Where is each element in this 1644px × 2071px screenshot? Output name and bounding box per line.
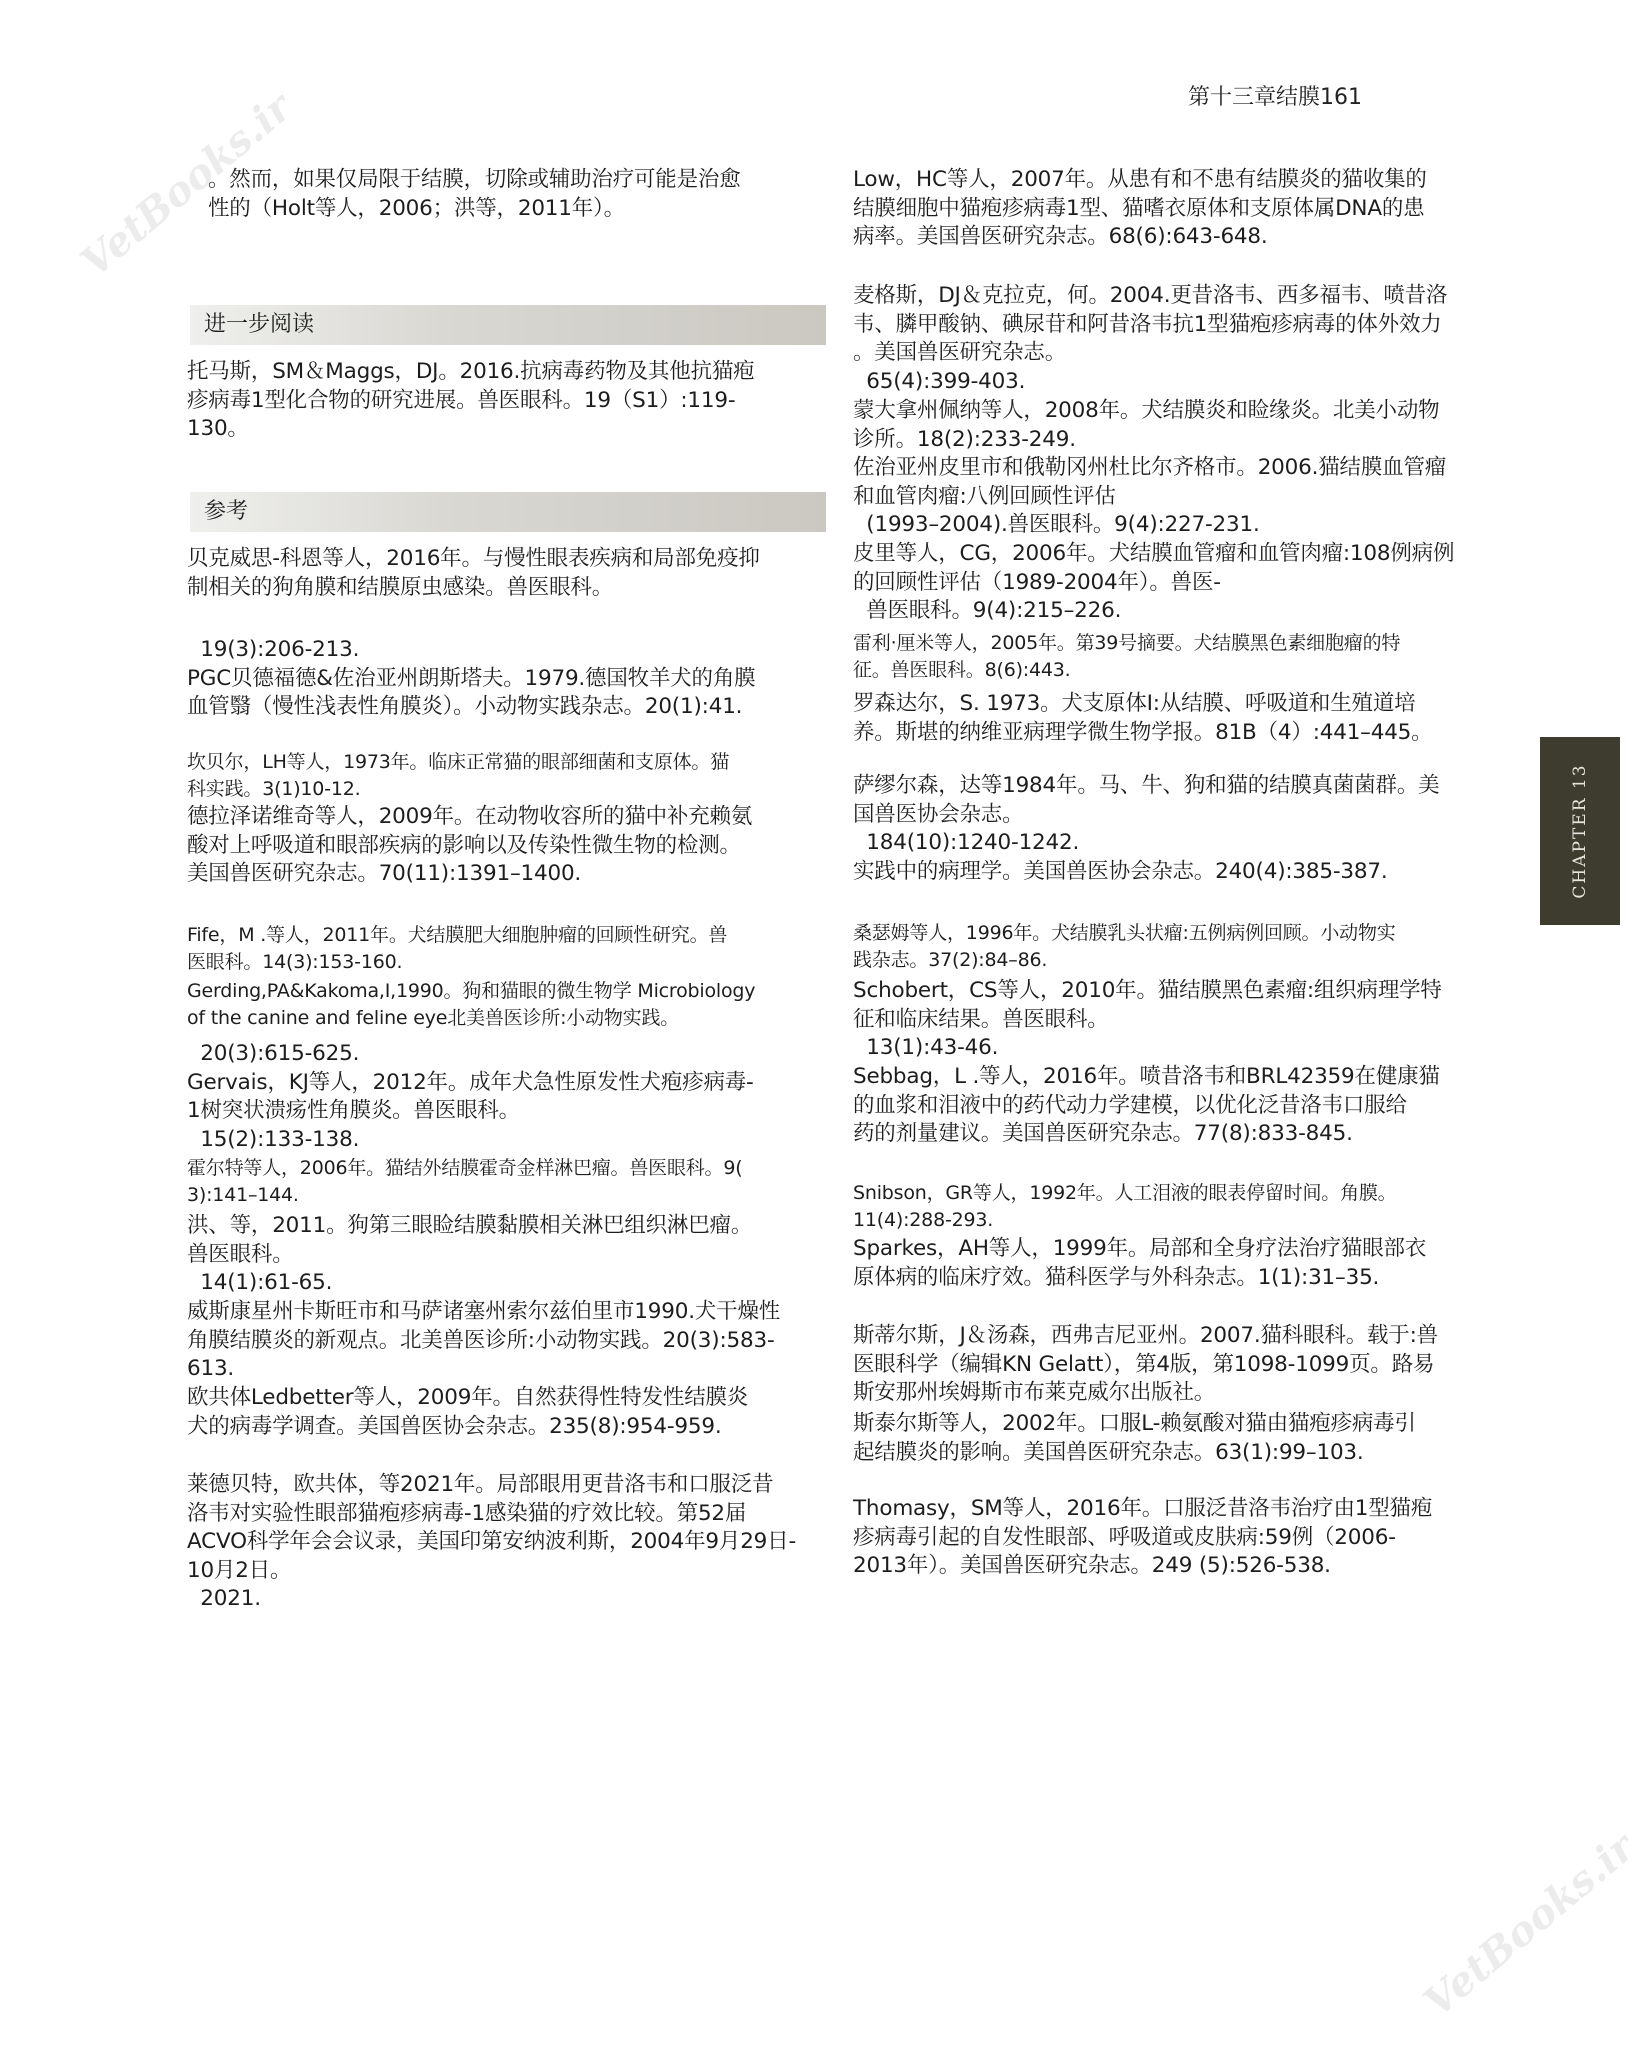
reference-item: 19(3):206-213. PGC贝德福德&佐治亚州朗斯塔夫。1979.德国牧羊犬的角膜 血管翳（慢性浅表性角膜炎）。小动物实践杂志。20(1):41.	[187, 637, 756, 719]
reference-item: Schobert，CS等人，2010年。猫结膜黑色素瘤:组织病理学特 征和临床结果。兽医眼科。 13(1):43-46.	[853, 978, 1442, 1060]
reference-item: Gerding,PA&Kakoma,I,1990。狗和猫眼的微生物学 Microbiology of the canine and feline eye北美兽医诊所:小动物实践。	[187, 980, 756, 1029]
reference-item: 麦格斯，DJ＆克拉克，何。2004.更昔洛韦、西多福韦、喷昔洛 韦、膦甲酸钠、碘尿苷和阿昔洛韦抗1型猫疱疹病毒的体外效力 。美国兽医研究杂志。 65(4):399-403.	[853, 283, 1448, 394]
reference-item: 桑瑟姆等人，1996年。犬结膜乳头状瘤:五例病例回顾。小动物实 践杂志。37(2):84–86.	[853, 922, 1396, 971]
reference-item: 斯蒂尔斯，J＆汤森，西弗吉尼亚州。2007.猫科眼科。载于:兽 医眼科学（编辑KN Gelatt），第4版，第1098-1099页。路易 斯安那州埃姆斯市布莱克威尔出版社。	[853, 1323, 1438, 1405]
reference-item: 佐治亚州皮里市和俄勒冈州杜比尔齐格市。2006.猫结膜血管瘤 和血管肉瘤:八例回顾性评估 (1993–2004).兽医眼科。9(4):227-231.	[853, 455, 1447, 537]
reference-item: 德拉泽诺维奇等人，2009年。在动物收容所的猫中补充赖氨 酸对上呼吸道和眼部疾病的影响以及传染性微生物的检测。 美国兽医研究杂志。70(11):1391–1400.	[187, 804, 753, 886]
reference-item: 蒙大拿州佩纳等人，2008年。犬结膜炎和睑缘炎。北美小动物 诊所。18(2):233-249.	[853, 398, 1440, 452]
reference-item: Sparkes，AH等人，1999年。局部和全身疗法治疗猫眼部衣 原体病的临床疗效。猫科医学与外科杂志。1(1):31–35.	[853, 1236, 1427, 1290]
chapter-tab	[1540, 737, 1620, 925]
reference-item: 20(3):615-625. Gervais，KJ等人，2012年。成年犬急性原发性犬疱疹病毒- 1树突状溃疡性角膜炎。兽医眼科。 15(2):133-138.	[187, 1041, 754, 1152]
chapter-tab-label: CHAPTER 13	[1570, 763, 1590, 899]
reference-item: 莱德贝特，欧共体，等2021年。局部眼用更昔洛韦和口服泛昔 洛韦对实验性眼部猫疱疹病毒-1感染猫的疗效比较。第52届 ACVO科学年会会议录，美国印第安纳波利斯，2004年9月29日- 10月2日。 2021.	[187, 1472, 797, 1611]
reference-item: 霍尔特等人，2006年。猫结外结膜霍奇金样淋巴瘤。兽医眼科。9( 3):141–144.	[187, 1157, 743, 1206]
watermark: VetBooks.ir	[1415, 1823, 1644, 2027]
watermark: VetBooks.ir	[72, 83, 301, 287]
reference-item: 欧共体Ledbetter等人，2009年。自然获得性特发性结膜炎 犬的病毒学调查。美国兽医协会杂志。235(8):954-959.	[187, 1385, 749, 1439]
reference-item: 斯泰尔斯等人，2002年。口服L-赖氨酸对猫由猫疱疹病毒引 起结膜炎的影响。美国兽医研究杂志。63(1):99–103.	[853, 1411, 1416, 1465]
reference-item: 洪、等，2011。狗第三眼睑结膜黏膜相关淋巴组织淋巴瘤。 兽医眼科。 14(1):61-65.	[187, 1213, 753, 1295]
further-reading-heading: 进一步阅读	[190, 305, 826, 345]
reference-item: Sebbag，L .等人，2016年。喷昔洛韦和BRL42359在健康猫 的血浆和泪液中的药代动力学建模，以优化泛昔洛韦口服给 药的剂量建议。美国兽医研究杂志。77(8):833-845.	[853, 1064, 1440, 1146]
reference-item: Fife，M .等人，2011年。犬结膜肥大细胞肿瘤的回顾性研究。兽 医眼科。14(3):153-160.	[187, 924, 728, 973]
reference-item: Thomasy，SM等人，2016年。口服泛昔洛韦治疗由1型猫疱 疹病毒引起的自发性眼部、呼吸道或皮肤病:59例（2006- 2013年）。美国兽医研究杂志。249 (5):526-538.	[853, 1496, 1433, 1578]
further-reading-entry: 托马斯，SM＆Maggs，DJ。2016.抗病毒药物及其他抗猫疱 疹病毒1型化合物的研究进展。兽医眼科。19（S1）:119- 130。	[187, 359, 755, 441]
reference-item: Low，HC等人，2007年。从患有和不患有结膜炎的猫收集的 结膜细胞中猫疱疹病毒1型、猫嗜衣原体和支原体属DNA的患 病率。美国兽医研究杂志。68(6):643-648.	[853, 167, 1427, 249]
references-heading: 参考	[190, 492, 826, 532]
reference-item: 萨缪尔森，达等1984年。马、牛、狗和猫的结膜真菌菌群。美 国兽医协会杂志。 184(10):1240-1242. 实践中的病理学。美国兽医协会杂志。240(4):385-387.	[853, 773, 1440, 884]
reference-item: 威斯康星州卡斯旺市和马萨诸塞州索尔兹伯里市1990.犬干燥性 角膜结膜炎的新观点。北美兽医诊所:小动物实践。20(3):583- 613.	[187, 1299, 781, 1381]
reference-item: 贝克威思-科恩等人，2016年。与慢性眼表疾病和局部免疫抑 制相关的狗角膜和结膜原虫感染。兽医眼科。	[187, 546, 760, 600]
reference-item: 罗森达尔，S. 1973。犬支原体I:从结膜、呼吸道和生殖道培 养。斯堪的纳维亚病理学微生物学报。81B（4）:441–445。	[853, 691, 1433, 745]
page-header: 第十三章结膜161	[1188, 85, 1362, 110]
reference-item: 皮里等人，CG，2006年。犬结膜血管瘤和血管肉瘤:108例病例 的回顾性评估（1989-2004年）。兽医- 兽医眼科。9(4):215–226.	[853, 541, 1455, 623]
intro-paragraph: 。然而，如果仅局限于结膜，切除或辅助治疗可能是治愈 性的（Holt等人，2006；洪等，2011年）。	[208, 167, 741, 221]
reference-item: 坎贝尔，LH等人，1973年。临床正常猫的眼部细菌和支原体。猫 科实践。3(1)10-12.	[187, 751, 730, 800]
reference-item: Snibson，GR等人，1992年。人工泪液的眼表停留时间。角膜。 11(4):288-293.	[853, 1182, 1397, 1231]
reference-item: 雷利·厘米等人，2005年。第39号摘要。犬结膜黑色素细胞瘤的特 征。兽医眼科。8(6):443.	[853, 632, 1401, 681]
